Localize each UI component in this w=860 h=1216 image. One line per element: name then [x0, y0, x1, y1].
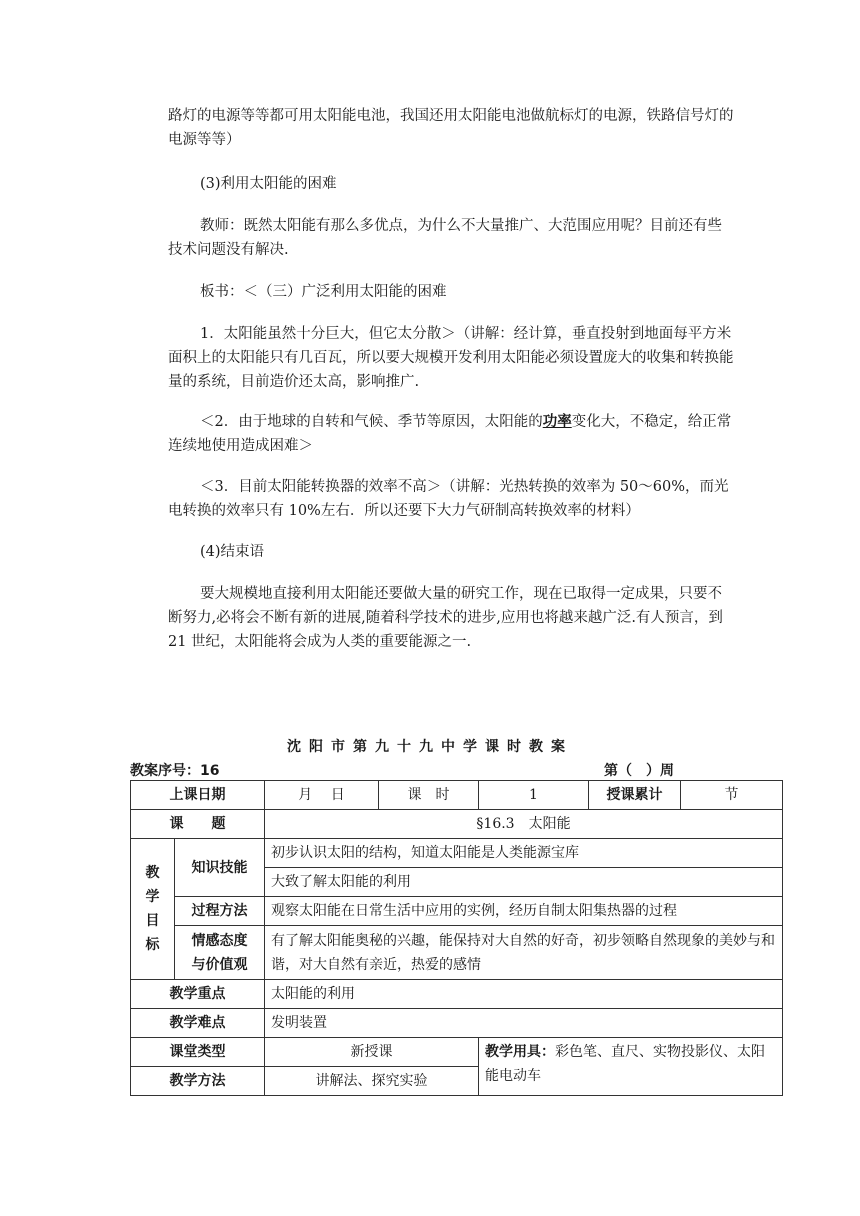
cumulative-label: 授课累计	[589, 781, 681, 810]
emotion-label-line-2: 与价值观	[191, 956, 248, 973]
paragraph-board-writing: 板书：＜（三）广泛利用太阳能的困难	[200, 284, 447, 300]
teaching-tools	[479, 1038, 783, 1096]
week-label: 第（ ）周	[604, 763, 674, 779]
section-heading-difficulties: (3)利用太阳能的困难	[200, 176, 337, 192]
row-topic	[131, 810, 783, 839]
paragraph-point-2	[168, 410, 734, 458]
goals-char-4: 标	[145, 937, 160, 953]
point-2-text-a: ＜2．由于地球的自转和气候、季节等原因，太阳能的	[200, 414, 543, 430]
keyword-power: 功率	[542, 413, 572, 430]
row-process	[131, 897, 783, 926]
lesson-plan-title: 沈阳市第九十九中学课时教案	[287, 739, 573, 755]
emotion-label-line-1: 情感态度	[191, 932, 248, 949]
knowledge-value-2: 大致了解太阳能的利用	[265, 868, 783, 897]
paragraph-street-lamp: 路灯的电源等等都可用太阳能电池，我国还用太阳能电池做航标灯的电源，铁路信号灯的电源等等）	[168, 108, 734, 148]
difficulty-value: 发明装置	[265, 1009, 783, 1038]
process-label: 过程方法	[175, 897, 265, 926]
topic-label: 课 题	[131, 810, 265, 839]
period-value: 1	[479, 781, 589, 810]
knowledge-label: 知识技能	[175, 839, 265, 897]
focus-label: 教学重点	[131, 980, 265, 1009]
section-heading-conclusion: (4)结束语	[200, 544, 265, 560]
method-value: 讲解法、探究实验	[265, 1067, 479, 1096]
topic-value: §16.3 太阳能	[265, 810, 783, 839]
row-difficulty	[131, 1009, 783, 1038]
cumulative-unit: 节	[681, 781, 783, 810]
row-emotion	[131, 926, 783, 980]
method-label: 教学方法	[131, 1067, 265, 1096]
lesson-plan-table	[130, 780, 783, 1096]
goals-group-label	[131, 839, 175, 980]
class-type-value: 新授课	[265, 1038, 479, 1067]
goals-char-1: 教	[145, 865, 160, 881]
process-value: 观察太阳能在日常生活中应用的实例，经历自制太阳集热器的过程	[265, 897, 783, 926]
difficulty-label: 教学难点	[131, 1009, 265, 1038]
plan-sequence-number: 教案序号：16	[130, 763, 220, 779]
paragraph-teacher-question: 教师：既然太阳能有那么多优点，为什么不大量推广、大范围应用呢？目前还有些技术问题没有解决.	[168, 218, 722, 258]
tools-label: 教学用具：	[485, 1044, 555, 1060]
class-type-label: 课堂类型	[131, 1038, 265, 1067]
date-label: 上课日期	[131, 781, 265, 810]
point-2-text-b: 变化大，不稳定，给正常连续地使用造成困难＞	[168, 414, 732, 454]
tools-value: 彩色笔、直尺、实物投影仪、太阳能电动车	[485, 1044, 765, 1084]
row-date	[131, 781, 783, 810]
paragraph-conclusion: 要大规模地直接利用太阳能还要做大量的研究工作，现在已取得一定成果，只要不断努力,必将会不断有新的进展,随着科学技术的进步,应用也将越来越广泛.有人预言，到 21 世纪，太阳能将会成为人类的重要能源之一.	[168, 586, 723, 650]
goals-char-3: 目	[145, 913, 160, 929]
date-value: 月 日	[265, 781, 379, 810]
focus-value: 太阳能的利用	[265, 980, 783, 1009]
goals-char-2: 学	[145, 889, 160, 905]
paragraph-point-1: 1．太阳能虽然十分巨大，但它太分散＞（讲解：经计算，垂直投射到地面每平方米面积上的太阳能只有几百瓦，所以要大规模开发利用太阳能必须设置庞大的收集和转换能量的系统，目前造价还太高，影响推广.	[168, 326, 734, 390]
row-focus	[131, 980, 783, 1009]
emotion-label	[175, 926, 265, 980]
period-label: 课 时	[379, 781, 479, 810]
emotion-value: 有了解太阳能奥秘的兴趣，能保持对大自然的好奇，初步领略自然现象的美妙与和谐，对大自然有亲近，热爱的感情	[265, 926, 783, 980]
row-knowledge-1	[131, 839, 783, 868]
paragraph-point-3: ＜3．目前太阳能转换器的效率不高＞（讲解：光热转换的效率为 50～60%，而光电转换的效率只有 10%左右．所以还要下大力气研制高转换效率的材料）	[168, 479, 729, 519]
row-class-type	[131, 1038, 783, 1067]
knowledge-value-1: 初步认识太阳的结构，知道太阳能是人类能源宝库	[265, 839, 783, 868]
